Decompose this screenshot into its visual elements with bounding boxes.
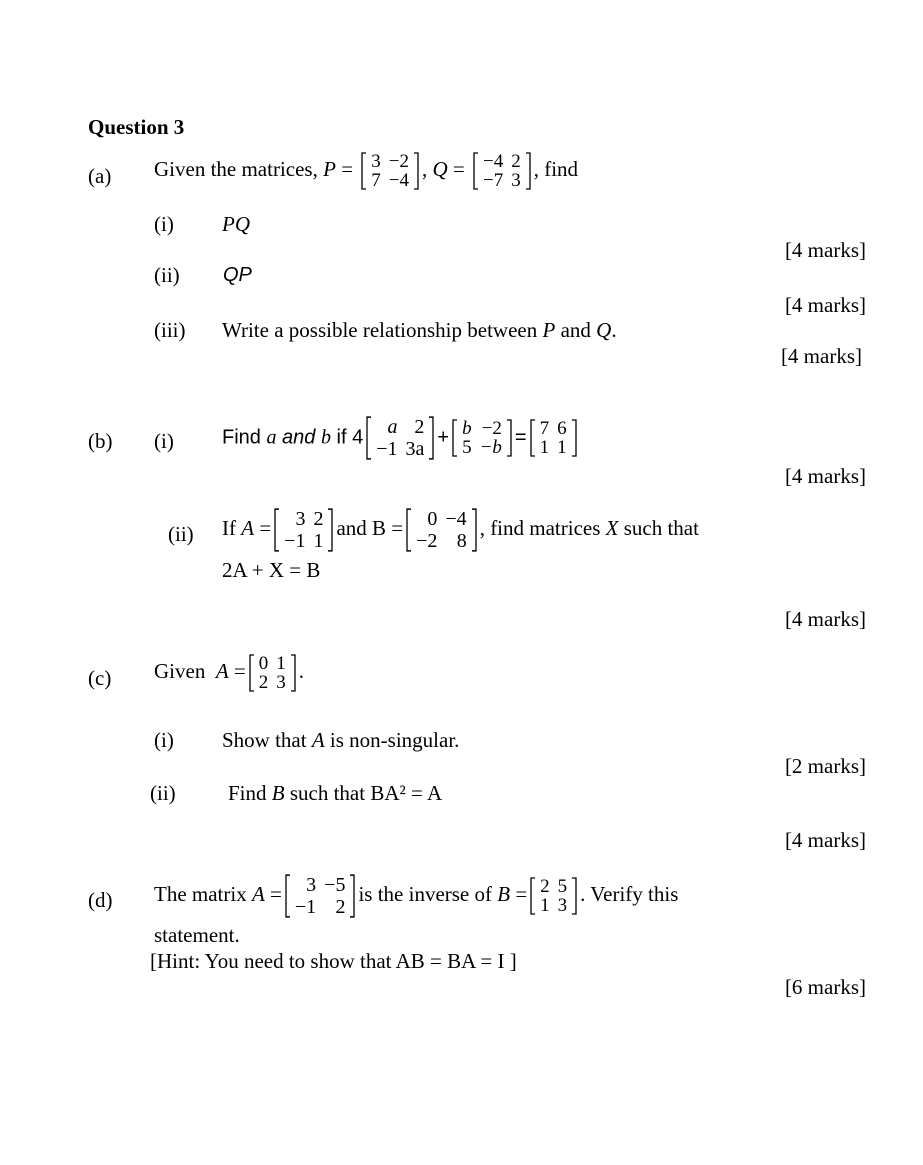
matrix-m1-cell: 3a [405,438,425,460]
matrix-b-d [529,877,578,915]
part-d-marks: [6 marks] [784,975,866,999]
part-c-i-a: A [311,728,325,752]
part-c-label: (c) [88,666,112,690]
part-b-ii-x: X [605,515,619,540]
part-a-ii-expr: QP [223,264,252,286]
matrix-m2 [451,419,513,457]
part-c-given: Given [154,658,206,683]
matrix-b-cell: 8 [456,530,467,552]
matrix-a-b [273,508,334,552]
matrix-a-d [284,874,357,918]
matrix-p-symbol: P [323,156,336,181]
matrix-b-d-cell: 1 [540,895,550,916]
matrix-q-cell: −4 [483,151,504,172]
part-a-iii-and: and [560,318,591,342]
part-a-label: (a) [88,164,112,188]
matrix-m3 [529,419,578,457]
matrix-a-cell: −1 [284,530,306,552]
part-b-ii-statement: If A = 3 2 −1 1 and B = 0 −4 −2 8 , find matrices X such that [222,508,699,552]
part-b-i-a: a [266,426,277,449]
part-d-a-symbol: A [251,881,265,906]
part-c-i-marks: [2 marks] [784,754,866,778]
matrix-a-d-cell: −1 [294,896,317,918]
part-d-b-symbol: B [497,881,511,906]
part-b-i-find: Find [222,426,261,449]
matrix-m3-cell: 1 [557,437,567,458]
matrix-a-c-cell: 2 [258,672,269,693]
part-a-iii-label: (iii) [154,318,186,342]
matrix-q-cell: −7 [483,170,504,191]
part-d-text2: is the inverse of [358,881,492,906]
part-b-ii-text2: such that [623,515,699,540]
part-d-hint: [Hint: You need to show that AB = BA = I ] [150,949,517,973]
part-a-find-text: , find [533,156,579,181]
matrix-p-cell: 3 [371,151,381,172]
part-a-statement: Given the matrices, P = 3 −2 7 −4 , Q = −4 2 −7 3 , find [154,151,579,191]
matrix-b-cell: −4 [445,508,467,530]
part-a-iii-sentence: Write a possible relationship between [222,318,538,342]
matrix-m3-cell: 7 [539,418,550,439]
part-d-text4: statement. [154,923,240,947]
part-c-statement: Given A = 0 1 2 3 . [154,653,304,693]
matrix-m2-cell: −2 [481,418,502,439]
matrix-m3-cell: 6 [557,418,567,439]
part-a-ii-marks: [4 marks] [784,293,866,317]
part-a-given-text: Given the matrices, [154,156,318,181]
part-a-iii-marks: [4 marks] [780,344,862,368]
part-b-ii-if: If [222,515,236,540]
matrix-a-c-cell: 0 [258,653,269,674]
part-a-ii-label: (ii) [154,263,180,287]
part-a-iii-p: P [542,318,556,342]
part-c-i-label: (i) [154,728,174,752]
matrix-m2-cell: −b [479,437,502,458]
part-b-ii-text: , find matrices [479,515,601,540]
part-a-i-marks: [4 marks] [784,238,866,262]
part-c-a-symbol: A [215,658,229,683]
part-c-ii-text1: Find [228,781,267,805]
question-heading: Question 3 [88,115,185,139]
matrix-b-b [405,508,478,552]
part-b-label: (b) [88,429,113,453]
part-a-iii-text: Write a possible relationship between P and Q. [222,318,617,342]
part-d-label: (d) [88,888,113,912]
part-b-ii-label: (ii) [168,522,194,546]
part-a-iii-q: Q [596,318,612,342]
matrix-a-d-cell: 3 [306,874,317,896]
part-d-text3: . Verify this [580,881,679,906]
part-c-ii-marks: [4 marks] [784,828,866,852]
part-b-ii-a-symbol: A [241,515,255,540]
part-b-ii-equation: 2A + X = B [222,558,321,582]
matrix-b-d-cell: 5 [557,876,568,897]
matrix-m1-cell: −1 [376,438,398,460]
part-b-i-scalar: 4 [352,426,364,449]
matrix-q [472,152,532,190]
matrix-p [360,152,420,190]
part-b-i-label: (i) [154,429,174,453]
part-b-i-and: and [282,426,316,449]
part-b-ii-marks: [4 marks] [784,607,866,631]
matrix-a-d-cell: 2 [335,896,346,918]
part-c-i-text1: Show that [222,728,307,752]
part-c-ii-text2: such that [289,781,366,805]
matrix-b-d-cell: 3 [557,895,568,916]
matrix-a-c-cell: 1 [276,653,286,674]
matrix-p-cell: 7 [371,170,381,191]
matrix-m3-cell: 1 [539,437,550,458]
matrix-a-c [248,654,297,692]
part-b-i-if: if [336,426,347,449]
matrix-a-cell: 2 [313,508,324,530]
matrix-p-cell: −4 [388,170,409,191]
matrix-a-cell: 3 [295,508,306,530]
matrix-b-cell: 0 [427,508,438,530]
part-c-ii-text [228,783,442,804]
part-c-i-text2: is non-singular. [329,728,460,752]
matrix-m1 [365,416,435,460]
part-a-i-expr: PQ [222,212,250,236]
part-b-i-statement: Find a and b if 4 a 2 −1 3a + b −2 5 −b = 7 6 1 1 [222,416,580,460]
matrix-m2-cell: b [462,418,472,439]
matrix-a-c-cell: 3 [276,672,286,693]
part-c-ii-b: B [271,781,285,805]
matrix-m1-cell: a [387,416,398,438]
part-c-i-text [222,730,459,751]
part-b-i-marks: [4 marks] [784,464,866,488]
matrix-b-d-cell: 2 [540,876,550,897]
matrix-a-d-cell: −5 [324,874,346,896]
part-b-i-b: b [320,426,331,449]
matrix-q-cell: 2 [511,151,521,172]
part-d-statement: The matrix A = 3 −5 −1 2 is the inverse of B = 2 5 1 3 . Verify this [154,874,679,918]
part-c-ii-equation: BA² = A [370,781,443,805]
matrix-b-cell: −2 [416,530,438,552]
matrix-p-cell: −2 [388,151,409,172]
part-b-ii-and-b: and B = [336,515,404,540]
part-d-text1: The matrix [154,881,247,906]
part-c-ii-label: (ii) [150,781,176,805]
matrix-a-cell: 1 [313,530,324,552]
matrix-m2-cell: 5 [462,437,472,458]
matrix-q-cell: 3 [511,170,521,191]
part-a-i-label: (i) [154,212,174,236]
matrix-m1-cell: 2 [414,416,425,438]
matrix-q-symbol: Q [432,156,448,181]
